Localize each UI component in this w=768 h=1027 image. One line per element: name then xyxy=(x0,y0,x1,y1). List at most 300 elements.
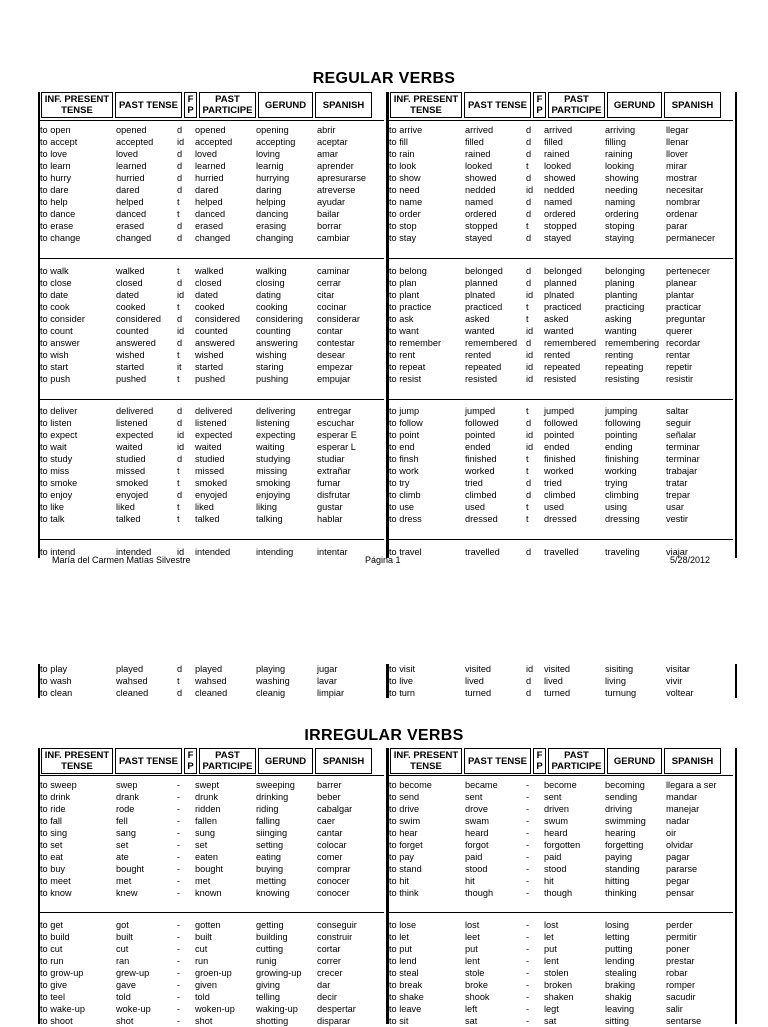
cell-spanish: empujar xyxy=(317,374,351,384)
cell-spanish: trabajar xyxy=(666,466,698,476)
cell-spanish: jugar xyxy=(317,664,338,674)
verb-row xyxy=(389,943,733,955)
cell-final-pronunciation: d xyxy=(177,185,183,195)
cell-infinitive: to live xyxy=(389,676,414,686)
cell-spanish: aprender xyxy=(317,161,354,171)
cell-final-pronunciation: - xyxy=(526,1016,530,1026)
cell-final-pronunciation: - xyxy=(526,888,530,898)
cell-gerund: drinking xyxy=(256,792,289,802)
cell-gerund: needing xyxy=(605,185,638,195)
table-header-row xyxy=(390,748,723,774)
cell-gerund: daring xyxy=(256,185,282,195)
verb-row xyxy=(40,208,384,220)
verb-row xyxy=(389,220,733,232)
cell-past-participle: eaten xyxy=(195,852,218,862)
cell-gerund: showing xyxy=(605,173,639,183)
cell-spanish: pensar xyxy=(666,888,695,898)
verb-row xyxy=(389,361,733,373)
cell-spanish: escuchar xyxy=(317,418,355,428)
verb-row xyxy=(40,1003,384,1015)
cell-spanish: cocinar xyxy=(317,302,347,312)
cell-spanish: recordar xyxy=(666,338,701,348)
cell-past-participle: ended xyxy=(544,442,570,452)
cell-past-tense: wahsed xyxy=(116,676,148,686)
header-fp: F P xyxy=(184,92,197,118)
cell-past-participle: danced xyxy=(195,209,226,219)
cell-gerund: hurrying xyxy=(256,173,290,183)
cell-spanish: contar xyxy=(317,326,343,336)
cell-gerund: climbing xyxy=(605,490,639,500)
cell-past-participle: nedded xyxy=(544,185,575,195)
verb-row xyxy=(389,663,733,675)
cell-spanish: poner xyxy=(666,944,690,954)
verb-row xyxy=(40,687,384,699)
cell-final-pronunciation: d xyxy=(526,688,532,698)
cell-past-participle: waited xyxy=(195,442,222,452)
cell-past-participle: plnated xyxy=(544,290,575,300)
group-divider xyxy=(40,120,384,121)
cell-final-pronunciation: t xyxy=(526,454,529,464)
cell-past-participle: hurried xyxy=(195,173,224,183)
cell-past-participle: sung xyxy=(195,828,215,838)
cell-past-participle: cut xyxy=(195,944,208,954)
cell-infinitive: to love xyxy=(40,149,68,159)
group-divider xyxy=(389,539,733,540)
cell-past-participle: visited xyxy=(544,664,571,674)
cell-past-tense: considered xyxy=(116,314,161,324)
cell-gerund: pushing xyxy=(256,374,289,384)
cell-past-tense: rented xyxy=(465,350,492,360)
cell-past-tense: remembered xyxy=(465,338,518,348)
cell-past-tense: erased xyxy=(116,221,145,231)
cell-past-tense: belonged xyxy=(465,266,503,276)
cell-past-participle: stayed xyxy=(544,233,572,243)
cell-final-pronunciation: d xyxy=(526,338,532,348)
verb-row xyxy=(389,815,733,827)
cell-past-tense: jumped xyxy=(465,406,496,416)
cell-past-participle: belonged xyxy=(544,266,582,276)
verb-row xyxy=(389,687,733,699)
cell-gerund: delivering xyxy=(256,406,296,416)
verb-row xyxy=(389,124,733,136)
cell-final-pronunciation: d xyxy=(526,478,532,488)
cell-past-tense: accepted xyxy=(116,137,154,147)
cell-gerund: swimming xyxy=(605,816,646,826)
verb-row xyxy=(389,875,733,887)
group-divider xyxy=(40,258,384,259)
cell-spanish: llegara a ser xyxy=(666,780,717,790)
cell-past-tense: visited xyxy=(465,664,492,674)
cell-past-tense: told xyxy=(116,992,131,1002)
cell-past-participle: changed xyxy=(195,233,231,243)
cell-final-pronunciation: - xyxy=(177,1004,181,1014)
cell-gerund: stealing xyxy=(605,968,637,978)
cell-gerund: erasing xyxy=(256,221,287,231)
cell-final-pronunciation: - xyxy=(526,816,530,826)
cell-past-tense: followed xyxy=(465,418,499,428)
cell-spanish: lavar xyxy=(317,676,337,686)
verb-row xyxy=(40,815,384,827)
cell-infinitive: to stand xyxy=(389,864,422,874)
cell-past-participle: walked xyxy=(195,266,224,276)
cell-spanish: robar xyxy=(666,968,688,978)
cell-spanish: seguir xyxy=(666,418,692,428)
cell-past-participle: helped xyxy=(195,197,223,207)
cell-spanish: gustar xyxy=(317,502,343,512)
cell-infinitive: to wake-up xyxy=(40,1004,85,1014)
cell-spanish: contestar xyxy=(317,338,355,348)
cell-past-participle: planned xyxy=(544,278,577,288)
cell-final-pronunciation: d xyxy=(177,221,183,231)
cell-past-participle: shaken xyxy=(544,992,574,1002)
cell-gerund: shotting xyxy=(256,1016,289,1026)
group-divider xyxy=(40,399,384,400)
cell-spanish: salir xyxy=(666,1004,683,1014)
verb-row xyxy=(389,791,733,803)
cell-past-participle: started xyxy=(195,362,224,372)
header-gerund: GERUND xyxy=(258,748,313,774)
verb-row xyxy=(40,160,384,172)
cell-final-pronunciation: - xyxy=(526,992,530,1002)
header-infinitive: INF. PRESENT TENSE xyxy=(390,92,462,118)
cell-past-tense: climbed xyxy=(465,490,497,500)
cell-final-pronunciation: - xyxy=(526,804,530,814)
cell-infinitive: to wait xyxy=(40,442,67,452)
cell-gerund: dating xyxy=(256,290,282,300)
cell-past-participle: worked xyxy=(544,466,574,476)
cell-spanish: apresurarse xyxy=(317,173,367,183)
verb-row xyxy=(389,839,733,851)
cell-gerund: playing xyxy=(256,664,286,674)
cell-infinitive: to sing xyxy=(40,828,68,838)
cell-past-tense: gave xyxy=(116,980,136,990)
cell-infinitive: to remember xyxy=(389,338,442,348)
cell-past-tense: worked xyxy=(465,466,495,476)
cell-gerund: finishing xyxy=(605,454,639,464)
header-past-participle: PAST PARTICIPE xyxy=(548,748,605,774)
cell-infinitive: to know xyxy=(40,888,72,898)
cell-infinitive: to erase xyxy=(40,221,74,231)
cell-gerund: filling xyxy=(605,137,626,147)
cell-final-pronunciation: - xyxy=(177,792,181,802)
cell-spanish: limpiar xyxy=(317,688,345,698)
cell-spanish: comprar xyxy=(317,864,351,874)
cell-spanish: extrañar xyxy=(317,466,351,476)
cell-spanish: disparar xyxy=(317,1016,351,1026)
cell-spanish: olvidar xyxy=(666,840,694,850)
cell-spanish: correr xyxy=(317,956,341,966)
cell-infinitive: to cut xyxy=(40,944,63,954)
cell-past-participle: dressed xyxy=(544,514,577,524)
verb-row xyxy=(389,148,733,160)
cell-final-pronunciation: t xyxy=(177,374,180,384)
cell-infinitive: to swim xyxy=(389,816,421,826)
cell-past-participle: climbed xyxy=(544,490,576,500)
cell-spanish: sentarse xyxy=(666,1016,702,1026)
verb-row xyxy=(40,663,384,675)
group-divider xyxy=(389,399,733,400)
cell-final-pronunciation: d xyxy=(177,418,183,428)
cell-past-participle: ridden xyxy=(195,804,221,814)
cell-infinitive: to sit xyxy=(389,1016,409,1026)
cell-past-participle: put xyxy=(544,944,557,954)
cell-final-pronunciation: - xyxy=(177,864,181,874)
cell-final-pronunciation: - xyxy=(526,980,530,990)
cell-final-pronunciation: - xyxy=(177,980,181,990)
cell-infinitive: to expect xyxy=(40,430,78,440)
cell-spanish: entregar xyxy=(317,406,352,416)
cell-infinitive: to smoke xyxy=(40,478,78,488)
cell-past-tense: repeated xyxy=(465,362,502,372)
cell-gerund: learnig xyxy=(256,161,284,171)
cell-past-participle: swept xyxy=(195,780,220,790)
cell-infinitive: to let xyxy=(389,932,409,942)
cell-spanish: conocer xyxy=(317,876,350,886)
cell-infinitive: to open xyxy=(40,125,71,135)
cell-final-pronunciation: id xyxy=(526,430,534,440)
cell-past-tense: used xyxy=(465,502,485,512)
cell-final-pronunciation: t xyxy=(177,350,180,360)
cell-past-participle: erased xyxy=(195,221,224,231)
cell-past-tense: became xyxy=(465,780,498,790)
cell-gerund: building xyxy=(256,932,288,942)
cell-past-tense: changed xyxy=(116,233,152,243)
group-divider xyxy=(389,120,733,121)
cell-gerund: hitting xyxy=(605,876,630,886)
cell-infinitive: to order xyxy=(389,209,421,219)
cell-infinitive: to practice xyxy=(389,302,432,312)
cell-infinitive: to put xyxy=(389,944,412,954)
cell-spanish: nombrar xyxy=(666,197,701,207)
cell-past-participle: learned xyxy=(195,161,226,171)
cell-past-tense: wished xyxy=(116,350,145,360)
cell-spanish: cambiar xyxy=(317,233,350,243)
cell-spanish: tratar xyxy=(666,478,688,488)
cell-past-tense: cleaned xyxy=(116,688,149,698)
cell-past-participle: given xyxy=(195,980,217,990)
cell-past-participle: expected xyxy=(195,430,233,440)
cell-infinitive: to run xyxy=(40,956,64,966)
cell-gerund: cutting xyxy=(256,944,284,954)
cell-gerund: listening xyxy=(256,418,290,428)
cell-past-participle: cleaned xyxy=(195,688,228,698)
cell-final-pronunciation: d xyxy=(526,125,532,135)
verb-row xyxy=(40,791,384,803)
cell-final-pronunciation: d xyxy=(526,149,532,159)
cell-gerund: living xyxy=(605,676,626,686)
cell-spanish: cabalgar xyxy=(317,804,353,814)
cell-gerund: helping xyxy=(256,197,286,207)
cell-gerund: practicing xyxy=(605,302,645,312)
verb-row xyxy=(389,955,733,967)
cell-past-tense: studied xyxy=(116,454,146,464)
cell-final-pronunciation: t xyxy=(526,161,529,171)
cell-past-participle: opened xyxy=(195,125,226,135)
cell-infinitive: to date xyxy=(40,290,69,300)
cell-infinitive: to rain xyxy=(389,149,415,159)
cell-gerund: renting xyxy=(605,350,634,360)
cell-past-tense: fell xyxy=(116,816,128,826)
cell-spanish: llenar xyxy=(666,137,689,147)
cell-past-participle: named xyxy=(544,197,573,207)
cell-infinitive: to plan xyxy=(389,278,417,288)
cell-infinitive: to travel xyxy=(389,547,422,557)
cell-final-pronunciation: - xyxy=(526,968,530,978)
cell-final-pronunciation: d xyxy=(177,338,183,348)
verb-row xyxy=(389,289,733,301)
header-past-participle: PAST PARTICIPE xyxy=(199,92,256,118)
cell-gerund: wanting xyxy=(605,326,637,336)
cell-past-tense: arrived xyxy=(465,125,494,135)
cell-final-pronunciation: - xyxy=(177,920,181,930)
cell-spanish: repetir xyxy=(666,362,693,372)
cell-gerund: dressing xyxy=(605,514,640,524)
cell-gerund: intending xyxy=(256,547,294,557)
cell-gerund: sisiting xyxy=(605,664,634,674)
cell-final-pronunciation: t xyxy=(526,466,529,476)
cell-spanish: considerar xyxy=(317,314,360,324)
cell-past-participle: wahsed xyxy=(195,676,227,686)
verb-row xyxy=(40,477,384,489)
cell-spanish: terminar xyxy=(666,454,700,464)
cell-gerund: metting xyxy=(256,876,287,886)
cell-spanish: hablar xyxy=(317,514,343,524)
cell-past-participle: repeated xyxy=(544,362,581,372)
cell-past-tense: pushed xyxy=(116,374,147,384)
cell-past-tense: liked xyxy=(116,502,135,512)
cell-past-tense: named xyxy=(465,197,494,207)
cell-past-tense: heard xyxy=(465,828,489,838)
cell-gerund: loving xyxy=(256,149,281,159)
cell-past-tense: ate xyxy=(116,852,129,862)
cell-past-participle: resisted xyxy=(544,374,577,384)
cell-spanish: dar xyxy=(317,980,331,990)
cell-gerund: turnung xyxy=(605,688,637,698)
cell-infinitive: to eat xyxy=(40,852,63,862)
cell-gerund: sending xyxy=(605,792,638,802)
verb-row xyxy=(40,136,384,148)
cell-spanish: romper xyxy=(666,980,696,990)
cell-past-tense: travelled xyxy=(465,547,500,557)
cell-past-tense: wanted xyxy=(465,326,495,336)
cell-final-pronunciation: d xyxy=(526,233,532,243)
cell-spanish: fumar xyxy=(317,478,341,488)
cell-past-tense: dared xyxy=(116,185,140,195)
cell-spanish: intentar xyxy=(317,547,348,557)
verb-row xyxy=(40,513,384,525)
cell-final-pronunciation: t xyxy=(177,514,180,524)
cell-gerund: hearing xyxy=(605,828,636,838)
cell-past-participle: gotten xyxy=(195,920,221,930)
cell-past-participle: used xyxy=(544,502,564,512)
cell-infinitive: to plant xyxy=(389,290,420,300)
cell-past-tense: delivered xyxy=(116,406,154,416)
cell-past-tense: paid xyxy=(465,852,483,862)
cell-final-pronunciation: t xyxy=(177,502,180,512)
cell-past-participle: loved xyxy=(195,149,217,159)
cell-spanish: mostrar xyxy=(666,173,698,183)
verb-row xyxy=(40,124,384,136)
cell-past-tense: tried xyxy=(465,478,483,488)
cell-gerund: looking xyxy=(605,161,635,171)
cell-final-pronunciation: - xyxy=(526,792,530,802)
verb-row xyxy=(40,373,384,385)
cell-final-pronunciation: id xyxy=(526,374,534,384)
cell-infinitive: to hear xyxy=(389,828,418,838)
cell-infinitive: to get xyxy=(40,920,63,930)
cell-spanish: amar xyxy=(317,149,338,159)
verb-row xyxy=(389,803,733,815)
cell-gerund: letting xyxy=(605,932,630,942)
cell-past-tense: forgot xyxy=(465,840,489,850)
cell-past-participle: accepted xyxy=(195,137,233,147)
cell-final-pronunciation: d xyxy=(526,137,532,147)
cell-past-tense: drank xyxy=(116,792,139,802)
cell-past-participle: swum xyxy=(544,816,568,826)
cell-spanish: construir xyxy=(317,932,353,942)
cell-past-participle: answered xyxy=(195,338,235,348)
cell-infinitive: to try xyxy=(389,478,410,488)
cell-past-participle: studied xyxy=(195,454,225,464)
verb-row xyxy=(389,991,733,1003)
cell-gerund: following xyxy=(605,418,641,428)
verb-row xyxy=(389,931,733,943)
cell-past-participle: enyojed xyxy=(195,490,228,500)
cell-infinitive: to steal xyxy=(389,968,419,978)
group-divider xyxy=(389,258,733,259)
cell-gerund: putting xyxy=(605,944,633,954)
cell-infinitive: to give xyxy=(40,980,68,990)
cell-spanish: vivir xyxy=(666,676,683,686)
cell-infinitive: to drink xyxy=(40,792,71,802)
cell-infinitive: to lose xyxy=(389,920,417,930)
header-spanish: SPANISH xyxy=(664,92,721,118)
cell-spanish: llover xyxy=(666,149,688,159)
cell-final-pronunciation: id xyxy=(526,290,534,300)
cell-past-participle: followed xyxy=(544,418,578,428)
cell-final-pronunciation: - xyxy=(177,852,181,862)
cell-past-tense: rode xyxy=(116,804,135,814)
verb-row xyxy=(40,289,384,301)
cell-past-participle: dared xyxy=(195,185,219,195)
cell-gerund: becoming xyxy=(605,780,645,790)
cell-spanish: sacudir xyxy=(666,992,696,1002)
cell-gerund: walking xyxy=(256,266,287,276)
cell-final-pronunciation: d xyxy=(526,676,532,686)
cell-past-participle: delivered xyxy=(195,406,233,416)
verb-row xyxy=(40,325,384,337)
cell-final-pronunciation: t xyxy=(177,466,180,476)
cell-past-tense: dated xyxy=(116,290,139,300)
cell-final-pronunciation: id xyxy=(177,430,185,440)
cell-past-tense: rained xyxy=(465,149,491,159)
cell-past-participle: rented xyxy=(544,350,571,360)
cell-spanish: bailar xyxy=(317,209,340,219)
cell-gerund: losing xyxy=(605,920,630,930)
cell-spanish: despertar xyxy=(317,1004,356,1014)
verb-row xyxy=(389,349,733,361)
verb-row xyxy=(389,887,733,899)
cell-gerund: paying xyxy=(605,852,633,862)
cell-gerund: missing xyxy=(256,466,288,476)
verb-row xyxy=(389,172,733,184)
cell-past-participle: liked xyxy=(195,502,214,512)
cell-infinitive: to dress xyxy=(389,514,422,524)
cell-past-tense: put xyxy=(465,944,478,954)
cell-spanish: caer xyxy=(317,816,335,826)
cell-gerund: falling xyxy=(256,816,281,826)
cell-final-pronunciation: d xyxy=(526,490,532,500)
